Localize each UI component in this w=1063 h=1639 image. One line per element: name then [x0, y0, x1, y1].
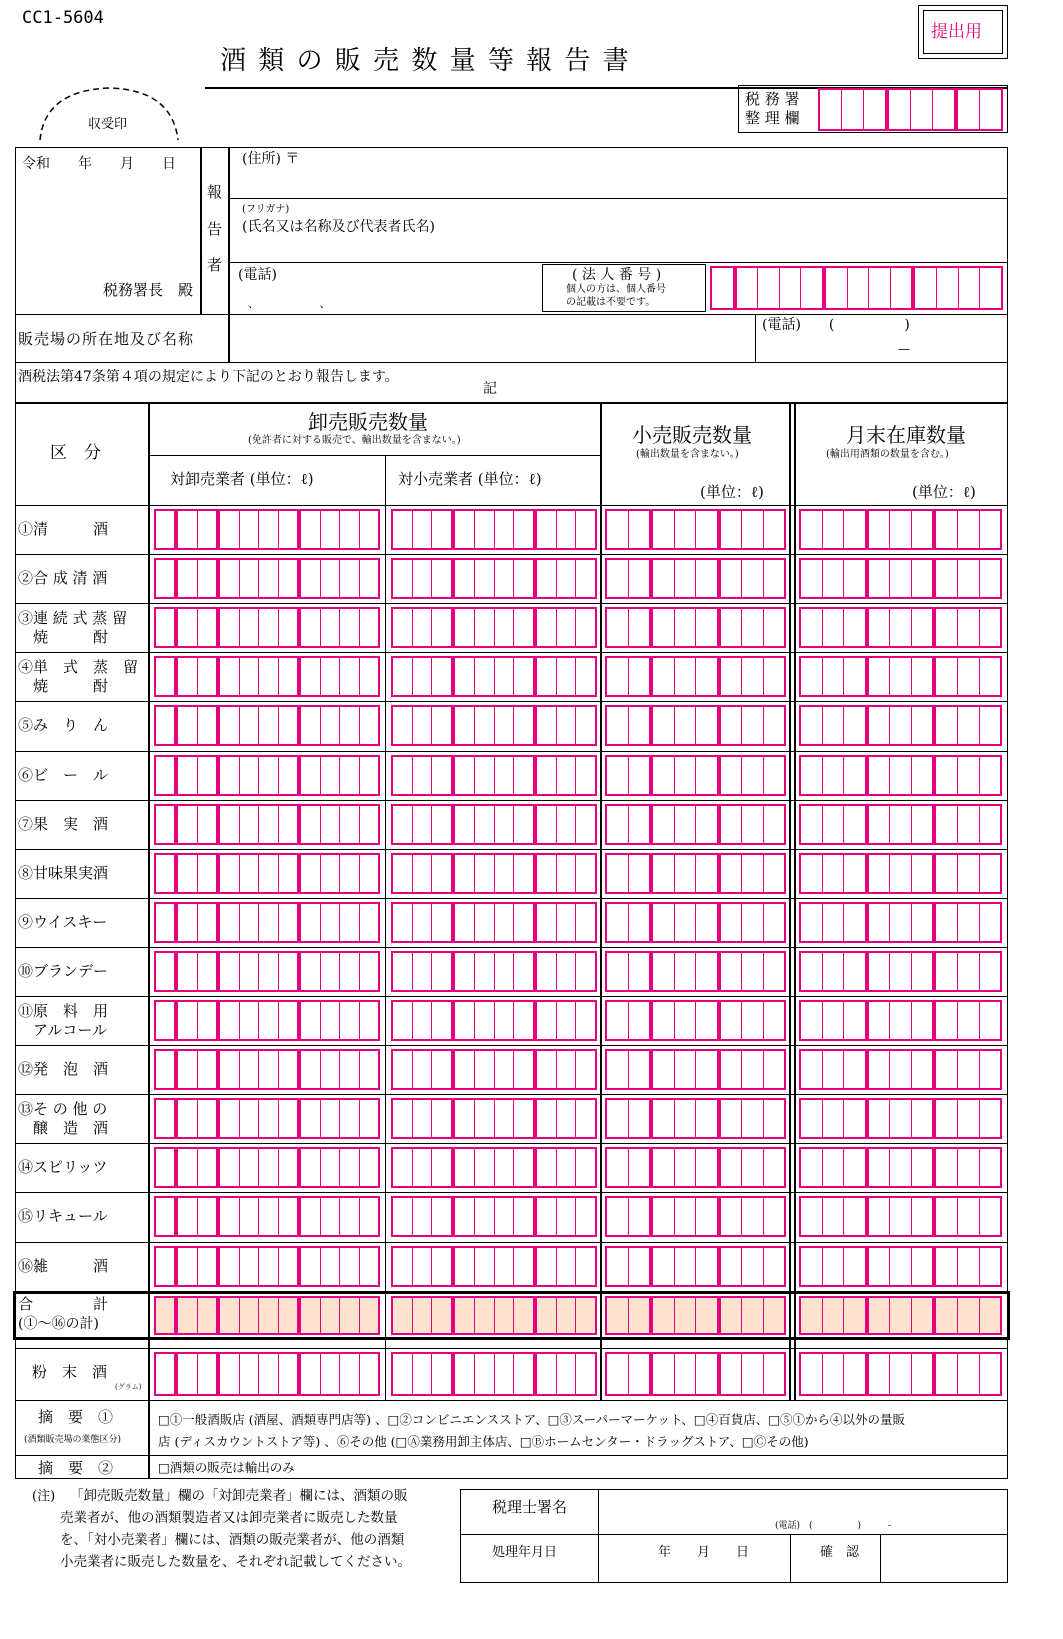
row-2-label: ②合 成 清 酒 [18, 569, 108, 588]
row-12-inventory-cells[interactable] [799, 1049, 1002, 1090]
to-wholesaler-header: 対卸売業者 (単位：ℓ) [170, 470, 314, 488]
row-3-retail-cells[interactable] [605, 607, 786, 648]
total-retail-cells[interactable] [605, 1296, 786, 1335]
row-16-label: ⑯雑 酒 [18, 1256, 109, 1275]
row-11-label-1: ⑪原 料 用 [18, 1002, 109, 1020]
row-4-to-retailer-cells[interactable] [391, 656, 597, 697]
row-6-to-wholesaler-cells[interactable] [154, 755, 380, 796]
row-11-to-retailer-cells[interactable] [391, 1000, 597, 1041]
row-12-to-wholesaler-cells[interactable] [154, 1049, 380, 1090]
row-15-inventory-cells[interactable] [799, 1196, 1002, 1237]
phone-separators: 、 、 [248, 297, 331, 310]
reporter-char-1: 報 [207, 183, 223, 201]
submit-label: 提出用 [931, 22, 982, 42]
row-12-retail-cells[interactable] [605, 1049, 786, 1090]
total-inventory-cells[interactable] [799, 1296, 1002, 1335]
category-header: 区 分 [50, 443, 101, 463]
powder-inventory-cells[interactable] [799, 1352, 1002, 1396]
wholesale-header: 卸売販売数量 [308, 410, 428, 434]
retail-header: 小売販売数量 [632, 423, 752, 447]
row-8-retail-cells[interactable] [605, 853, 786, 894]
reporter-char-2: 告 [207, 220, 223, 238]
row-3-to-wholesaler-cells[interactable] [154, 607, 380, 648]
row-1-to-wholesaler-cells[interactable] [154, 509, 380, 550]
corporate-number-note2: の記載は不要です。 [566, 297, 656, 308]
row-2-to-wholesaler-cells[interactable] [154, 558, 380, 599]
row-7-label: ⑦果 実 酒 [18, 814, 109, 833]
row-5-inventory-cells[interactable] [799, 705, 1002, 746]
row-4-label-2: 焼 酎 [18, 677, 109, 696]
summary2-label: 摘 要 ② [38, 1459, 114, 1477]
ki-label: 記 [483, 381, 497, 397]
row-13-to-wholesaler-cells[interactable] [154, 1098, 380, 1139]
row-9-to-retailer-cells[interactable] [391, 902, 597, 943]
total-label-2: (①～⑯の計) [18, 1315, 99, 1332]
tax-office-line2: 整 理 欄 [745, 109, 800, 127]
row-12-to-retailer-cells[interactable] [391, 1049, 597, 1090]
row-14-to-retailer-cells[interactable] [391, 1147, 597, 1188]
row-1-to-retailer-cells[interactable] [391, 509, 597, 550]
row-7-retail-cells[interactable] [605, 804, 786, 845]
row-16-to-retailer-cells[interactable] [391, 1246, 597, 1287]
row-13-label-1: ⑬そ の 他 の [18, 1100, 108, 1119]
corporate-number-label: ( 法 人 番 号 ) [572, 267, 662, 283]
row-3-label-2: 焼 酎 [18, 628, 109, 647]
processing-date-label: 処理年月日 [492, 1545, 558, 1560]
note-line3: を、「対小売業者」欄には、酒類の販売業者が、他の酒類 [60, 1532, 405, 1548]
row-9-inventory-cells[interactable] [799, 902, 1002, 943]
total-to-wholesaler-cells[interactable] [154, 1296, 380, 1335]
row-9-to-wholesaler-cells[interactable] [154, 902, 380, 943]
submit-badge [918, 5, 1008, 59]
sales-phone-dash: — [898, 342, 910, 356]
wholesale-note: (免許者に対する販売で、輸出数量を含まない。) [248, 435, 461, 446]
row-6-retail-cells[interactable] [605, 755, 786, 796]
row-10-to-retailer-cells[interactable] [391, 951, 597, 992]
total-to-retailer-cells[interactable] [391, 1296, 597, 1335]
inventory-note: (輸出用酒類の数量を含む。) [826, 449, 949, 460]
inventory-header: 月末在庫数量 [846, 423, 966, 447]
row-5-label: ⑤み り ん [18, 716, 109, 735]
row-6-inventory-cells[interactable] [799, 755, 1002, 796]
powder-to-retailer-cells[interactable] [391, 1352, 597, 1396]
row-4-retail-cells[interactable] [605, 656, 786, 697]
inventory-unit: (単位：ℓ) [912, 483, 976, 501]
furigana-label: (フリガナ) [242, 204, 290, 215]
row-9-retail-cells[interactable] [605, 902, 786, 943]
tax-office-digits[interactable] [818, 88, 1003, 131]
form-code: CC1-5604 [22, 8, 104, 28]
row-8-to-wholesaler-cells[interactable] [154, 853, 380, 894]
row-15-label: ⑮リキュール [18, 1207, 108, 1226]
accountant-phone[interactable]: (電話) ( ) - [775, 1521, 892, 1531]
row-15-retail-cells[interactable] [605, 1196, 786, 1237]
row-13-label-2: 醸 造 酒 [18, 1119, 109, 1138]
row-16-to-wholesaler-cells[interactable] [154, 1246, 380, 1287]
note-line1: 「卸売販売数量」欄の「対卸売業者」欄には、酒類の販 [70, 1488, 408, 1504]
row-5-to-retailer-cells[interactable] [391, 705, 597, 746]
row-1-label: ①清 酒 [18, 520, 109, 538]
tax-office-line1: 税 務 署 [745, 90, 800, 108]
note-line2: 売業者が、他の酒類製造者又は卸売業者に販売した数量 [60, 1510, 398, 1526]
address-label[interactable]: (住所) 〒 [242, 151, 300, 167]
name-label[interactable]: (氏名又は名称及び代表者氏名) [242, 219, 435, 235]
row-7-inventory-cells[interactable] [799, 804, 1002, 845]
row-16-inventory-cells[interactable] [799, 1246, 1002, 1287]
reporter-char-3: 者 [207, 256, 223, 274]
row-8-to-retailer-cells[interactable] [391, 853, 597, 894]
row-13-inventory-cells[interactable] [799, 1098, 1002, 1139]
row-14-inventory-cells[interactable] [799, 1147, 1002, 1188]
powder-label: 粉 末 酒 [32, 1362, 108, 1381]
summary1-line2[interactable]: 店 (ディスカウントストア等) 、⑥その他 (□Ⓐ業務用卸主体店、□Ⓑホームセンター・ドラッグストア、□Ⓒその他) [158, 1434, 809, 1449]
row-1-retail-cells[interactable] [605, 509, 786, 550]
row-10-retail-cells[interactable] [605, 951, 786, 992]
row-6-to-retailer-cells[interactable] [391, 755, 597, 796]
row-2-retail-cells[interactable] [605, 558, 786, 599]
row-11-to-wholesaler-cells[interactable] [154, 1000, 380, 1041]
row-5-to-wholesaler-cells[interactable] [154, 705, 380, 746]
row-1-inventory-cells[interactable] [799, 509, 1002, 550]
row-11-label-2: アルコール [18, 1021, 108, 1039]
row-11-retail-cells[interactable] [605, 1000, 786, 1041]
confirm-label: 確 認 [820, 1545, 860, 1560]
row-2-inventory-cells[interactable] [799, 558, 1002, 599]
corporate-number-digits[interactable] [710, 266, 1003, 310]
row-3-label-1: ③連 続 式 蒸 留 [18, 609, 128, 628]
accountant-label: 税理士署名 [492, 1498, 568, 1516]
retail-unit: (単位：ℓ) [700, 483, 764, 501]
row-5-retail-cells[interactable] [605, 705, 786, 746]
row-3-inventory-cells[interactable] [799, 607, 1002, 648]
row-14-retail-cells[interactable] [605, 1147, 786, 1188]
row-3-to-retailer-cells[interactable] [391, 607, 597, 648]
sales-phone-label[interactable]: (電話) ( ) [762, 317, 910, 333]
powder-unit: (グラム) [115, 1382, 142, 1391]
row-6-label: ⑥ビ ー ル [18, 765, 109, 784]
row-8-label: ⑧甘味果実酒 [18, 863, 109, 882]
tax-office-chief: 税務署長 殿 [103, 281, 194, 299]
sales-location-label: 販売場の所在地及び名称 [18, 330, 195, 348]
row-13-to-retailer-cells[interactable] [391, 1098, 597, 1139]
corporate-number-note1: 個人の方は、個人番号 [566, 284, 666, 295]
row-15-to-retailer-cells[interactable] [391, 1196, 597, 1237]
row-8-inventory-cells[interactable] [799, 853, 1002, 894]
receipt-stamp-label: 収受印 [88, 117, 128, 132]
row-16-retail-cells[interactable] [605, 1246, 786, 1287]
row-14-label: ⑭スピリッツ [18, 1158, 108, 1177]
row-7-to-retailer-cells[interactable] [391, 804, 597, 845]
phone-label[interactable]: (電話) [238, 267, 277, 283]
row-2-to-retailer-cells[interactable] [391, 558, 597, 599]
intro-text: 酒税法第47条第４項の規定により下記のとおり報告します。 [18, 369, 399, 385]
processing-date-value[interactable]: 年 月 日 [658, 1545, 750, 1560]
row-4-label-1: ④単 式 蒸 留 [18, 658, 139, 677]
powder-to-wholesaler-cells[interactable] [154, 1352, 380, 1396]
row-12-label: ⑫発 泡 酒 [18, 1060, 109, 1079]
retail-note: (輸出数量を含まない。) [636, 449, 739, 460]
to-retailer-header: 対小売業者 (単位：ℓ) [398, 470, 542, 488]
summary1-line1[interactable]: □①一般酒販店 (酒屋、酒類専門店等) 、□②コンビニエンスストア、□③スーパーマーケット、□④百貨店、□⑤①から④以外の量販 [158, 1412, 906, 1427]
row-15-to-wholesaler-cells[interactable] [154, 1196, 380, 1237]
row-13-retail-cells[interactable] [605, 1098, 786, 1139]
summary1-sublabel: (酒類販売場の業態区分) [24, 1435, 122, 1445]
summary1-label: 摘 要 ① [38, 1408, 114, 1426]
note-mark: (注) [32, 1489, 56, 1504]
note-line4: 小売業者に販売した数量を、それぞれ記載してください。 [60, 1554, 411, 1570]
row-14-to-wholesaler-cells[interactable] [154, 1147, 380, 1188]
total-label-1: 合 計 [18, 1294, 109, 1313]
row-9-label: ⑨ウイスキー [18, 912, 108, 931]
row-4-to-wholesaler-cells[interactable] [154, 656, 380, 697]
row-11-inventory-cells[interactable] [799, 1000, 1002, 1041]
page-title: 酒 類 の 販 売 数 量 等 報 告 書 [220, 46, 631, 76]
row-4-inventory-cells[interactable] [799, 656, 1002, 697]
row-7-to-wholesaler-cells[interactable] [154, 804, 380, 845]
date-label[interactable]: 令和 年 月 日 [22, 156, 176, 172]
summary2-text[interactable]: □酒類の販売は輸出のみ [158, 1460, 295, 1475]
row-10-label: ⑩ブランデー [18, 961, 109, 980]
row-10-to-wholesaler-cells[interactable] [154, 951, 380, 992]
powder-retail-cells[interactable] [605, 1352, 786, 1396]
row-10-inventory-cells[interactable] [799, 951, 1002, 992]
receipt-stamp-arc [0, 0, 200, 160]
